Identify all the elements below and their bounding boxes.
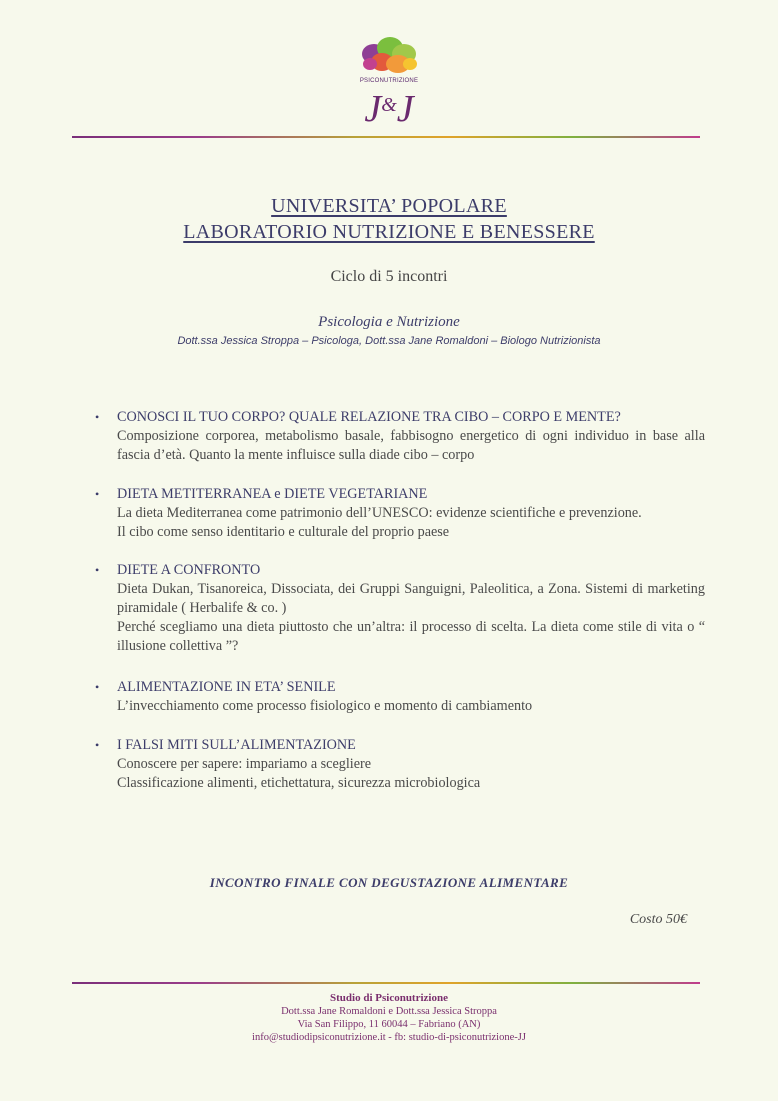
bullet-icon: • [95,680,100,694]
bottom-divider [72,982,700,984]
authors-line: Dott.ssa Jessica Stroppa – Psicologa, Dott.ssa Jane Romaldoni – Biologo Nutrizionista [177,335,601,347]
item-body: Il cibo come senso identitario e culturale del proprio paese [117,524,450,540]
list-item [95,561,705,656]
cost-label: Costo 50€ [629,912,687,927]
item-body: Perché scegliamo una dieta piuttosto che un’altra: il processo di scelta. La dieta come stile di vita o “ illusione collettiva ”? [117,619,705,654]
item-heading: ALIMENTAZIONE IN ETA’ SENILE [117,679,336,695]
item-body: Dieta Dukan, Tisanoreica, Dissociata, dei Gruppi Sanguigni, Paleolitica, a Zona. Sistemi di marketing piramidale ( Herbalife & co. ) [117,581,705,616]
logo-caption: PSICONUTRIZIONE [359,78,419,84]
item-body: Classificazione alimenti, etichettatura, sicurezza microbiologica [117,775,481,791]
logo-ampersand: & [381,94,397,116]
studio-logo [356,34,422,130]
list-item [95,485,705,542]
bullet-icon: • [95,563,100,577]
title-line-2: LABORATORIO NUTRIZIONE E BENESSERE [183,221,595,243]
meeting-list [95,408,705,793]
logo-letter-left: J [364,88,382,130]
list-item [95,736,705,793]
item-heading: DIETA METITERRANEA e DIETE VEGETARIANE [117,486,428,502]
list-item [95,408,705,465]
item-body: Conoscere per sapere: impariamo a scegliere [117,756,372,772]
fruit-cloud-icon [360,34,418,78]
logo-monogram [356,86,422,128]
footer-studio-name: Studio di Psiconutrizione [330,992,448,1004]
title-line-1: UNIVERSITA’ POPOLARE [271,195,507,217]
final-meeting: INCONTRO FINALE CON DEGUSTAZIONE ALIMENTARE [209,875,569,890]
subject-heading: Psicologia e Nutrizione [318,314,460,330]
footer-contacts: info@studiodipsiconutrizione.it - fb: studio-di-psiconutrizione-JJ [252,1032,526,1043]
footer-address: Via San Filippo, 11 60044 – Fabriano (AN) [297,1019,481,1030]
bullet-icon: • [95,738,100,752]
list-item [95,678,705,716]
bullet-icon: • [95,410,100,424]
bullet-icon: • [95,487,100,501]
item-heading: I FALSI MITI SULL’ALIMENTAZIONE [117,737,356,753]
footer-people: Dott.ssa Jane Romaldoni e Dott.ssa Jessica Stroppa [281,1006,497,1017]
cycle-subtitle: Ciclo di 5 incontri [330,268,448,285]
item-heading: CONOSCI IL TUO CORPO? QUALE RELAZIONE TRA CIBO – CORPO E MENTE? [117,409,621,425]
item-body: La dieta Mediterranea come patrimonio dell’UNESCO: evidenze scientifiche e prevenzione. [117,505,642,521]
item-heading: DIETE A CONFRONTO [117,562,261,578]
item-body: Composizione corporea, metabolismo basale, fabbisogno energetico di ogni individuo in base alla fascia d’età. Quanto la mente influisce sulla diade cibo – corpo [117,428,705,463]
footer [0,992,778,1044]
top-divider [72,136,700,138]
logo-letter-right: J [396,88,414,130]
item-body: L’invecchiamento come processo fisiologico e momento di cambiamento [117,698,533,714]
